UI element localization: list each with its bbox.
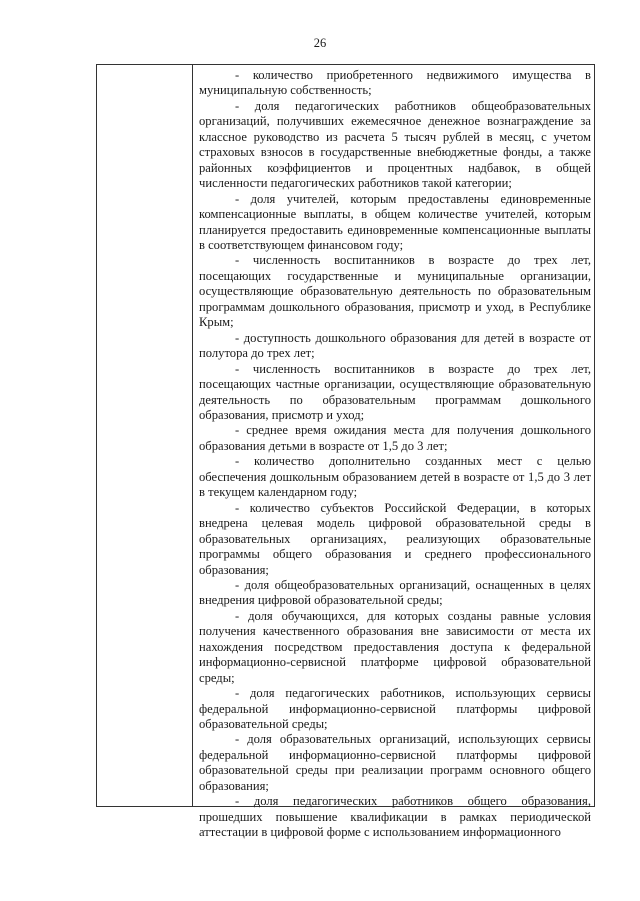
list-item: - среднее время ожидания места для получения дошкольного образования детьми в возрасте от 1,5 до 3 лет; xyxy=(199,423,591,453)
list-item: - количество дополнительно созданных мест с целью обеспечения дошкольным образованием детей в возрасте от 1,5 до 3 лет в текущем календарном году; xyxy=(199,454,591,500)
indicator-list xyxy=(199,68,591,841)
list-item: - количество приобретенного недвижимого имущества в муниципальную собственность; xyxy=(199,68,591,98)
document-table xyxy=(96,64,595,840)
list-item: - количество субъектов Российской Федерации, в которых внедрена целевая модель цифровой образовательной среды в образовательных организациях, реализующих образовательные программы общего образования и среднего профессионального образования; xyxy=(199,500,591,577)
list-item: - доля учителей, которым предоставлены единовременные компенсационные выплаты, в общем количестве учителей, которым планируется предоставить единовременные компенсационные выплаты в соответствующем финансовом году; xyxy=(199,191,591,252)
list-item: - доля педагогических работников общеобразовательных организаций, получивших ежемесячное денежное вознаграждение за классное руководство из расчета 5 тысяч рублей в месяц, с учетом страховых взносов в государственные внебюджетные фонды, а также районных коэффициентов и процентных надбавок, в общей численности педагогических работников такой категории; xyxy=(199,98,591,191)
list-item: - численность воспитанников в возрасте до трех лет, посещающих государственные и муниципальные организации, осуществляющие образовательную деятельность по образовательным программам дошкольного образования, присмотр и уход, в Республике Крым; xyxy=(199,253,591,330)
list-item: - доля обучающихся, для которых созданы равные условия получения качественного образования вне зависимости от места их нахождения посредством предоставления доступа к федеральной информационно-сервисной платформе цифровой образовательной среды; xyxy=(199,608,591,685)
column-divider xyxy=(192,65,193,806)
page-number: 26 xyxy=(313,36,327,50)
list-item: - доля образовательных организаций, использующих сервисы федеральной информационно-сервисной платформы цифровой образовательной среды при реализации программ основного общего образования; xyxy=(199,732,591,793)
list-item: - численность воспитанников в возрасте до трех лет, посещающих частные организации, осуществляющие образовательную деятельность по образовательным программам дошкольного образования, присмотр и уход; xyxy=(199,361,591,422)
list-item: - доля общеобразовательных организаций, оснащенных в целях внедрения цифровой образовательной среды; xyxy=(199,577,591,608)
list-item: - доступность дошкольного образования для детей в возрасте от полутора до трех лет; xyxy=(199,330,591,361)
list-item: - доля педагогических работников, использующих сервисы федеральной информационно-сервисной платформы цифровой образовательной среды; xyxy=(199,686,591,732)
list-item: - доля педагогических работников общего образования, прошедших повышение квалификации в рамках периодической аттестации в цифровой форме с использованием информационного xyxy=(199,794,591,840)
